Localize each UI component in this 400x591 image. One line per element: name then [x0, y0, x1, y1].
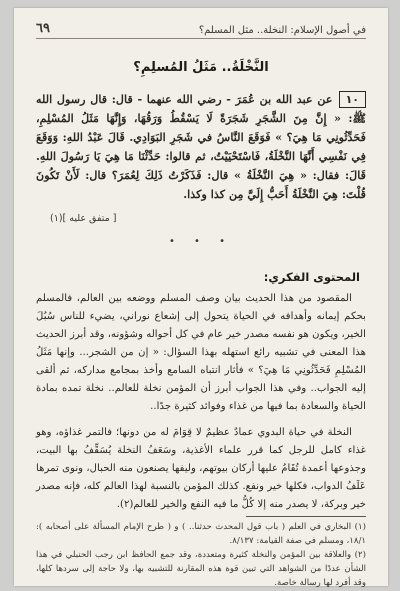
footnote-rule: [246, 516, 366, 517]
chapter-title: النَّخْلَةُ.. مَثَلُ المُسلِمِ؟: [133, 60, 269, 75]
paragraph: المقصود من هذا الحديث بيان وصف المسلم ووضعه بين العالم، فالمسلم بحكم إيمانه وأهدافه في الحياة يتحول إلى إشعاع نوراني، يضيء للناس سُبُلَ الخير، ويكون هو نفسه مصدر خير عام في كل أحواله وشؤونه، وقد أبرز الحديث هذا المعنى في تشبيه رائع استهله بهذا السؤال: « إن من الشجر... وإنها مَثَلُ المُسْلِمِ فَحَدِّثُونِي مَا هِيَ؟ » فأثار انتباه السامع وأخذ بمجامع مداركه، ثم ألقى إليه الجواب.. وفي هذا الجواب أبرز أن المؤمن نخلة للعالم.. نخلة تمده بمادة الحياة والسعادة بما فيها من غذاء وفوائد كثيرة جدًا..: [36, 293, 366, 412]
footnotes: [36, 520, 366, 590]
hadith-block: [36, 90, 366, 204]
body-text: [36, 290, 366, 514]
section-separator: • • •: [168, 236, 234, 247]
source-note: [ متفق عليه ](١): [50, 213, 117, 224]
hadith-text: عن عبد الله بن عُمَرَ - رضي الله عنهما - قال: قال رسول الله ﷺ: « إِنَّ مِنَ الشَّجَرِ شَجَرَةً لَا يَسْقُطُ وَرَقُهَا، وَإِنَّهَا مَثَلُ المُسْلِمِ، فَحَدِّثُونِي مَا هِيَ؟ » فَوَقَعَ النَّاسُ في شَجَرِ البَوَادِي. قَالَ عَبْدُ اللهِ: وَوَقَعَ فِي نَفْسِي أَنَّهَا النَّخْلَةُ، فَاسْتَحْيَيْتُ، ثم قالوا: حَدِّثْنَا مَا هِيَ يَا رَسُولَ اللهِ. قَالَ: فقال: « هِيَ النَّخْلَةُ » قال: فَذَكَرْتُ ذَلِكَ لِعُمَرَ؟ قال: لَأَنْ تَكُونَ قُلْتَ: هِيَ النَّخْلَةُ أَحَبُّ إِلَيَّ مِن كذا وكذا.: [36, 92, 366, 201]
page-number: ٦٩: [36, 21, 50, 36]
paragraph: النخلة في حياة البدوي عمادٌ عظيمٌ لا قِوَامَ له من دونها؛ فالتمر غذاؤه، وهو غذاء كامل للرجل كما قرر علماء الأغذية، وسَعَفُ النخلة يُسَقِّفُ بها البيت، وجذوعها أعمدة تُقَامُ عليها أركان بيوتهم، وليفها يصنعون منه الحبال، ونوى تمرها عَلَفُ الدواب، فكلها خير ونفع. كذلك المؤمن بالنسبة لهذا العالم كله، فإنه مصدر خير وبركة، لا يصدر منه إلا كُلُّ ما فيه النفع والخير للعالم(٢).: [36, 427, 366, 510]
footnote: (١) البخاري في العلم ( باب قول المحدث حدثنا.. ) و ( طرح الإمام المسألة على أصحابه ): ١٨/١، ومسلم في صفة القيامة: ٨/١٣٧.: [36, 522, 366, 546]
hadith-number-box: ١٠: [339, 91, 366, 108]
book-page: [14, 8, 388, 586]
running-header: [36, 20, 366, 39]
footnote: (٢) والعلاقة بين المؤمن والنخلة كثيرة ومتعددة، وقد جمع الحافظ ابن رجب الحنبلي في هذا الشأن عددًا من الشواهد التي تبين قوة هذه المقارنة للتشبيه بها، ولا حاجة إلى سردها كلها، وقد أفرد لها رسالة خاصة.: [36, 550, 366, 588]
running-title: في أصول الإسلام: النخلة.. مثل المسلم؟: [198, 25, 366, 36]
section-heading: المحتوى الفكري:: [263, 270, 360, 284]
